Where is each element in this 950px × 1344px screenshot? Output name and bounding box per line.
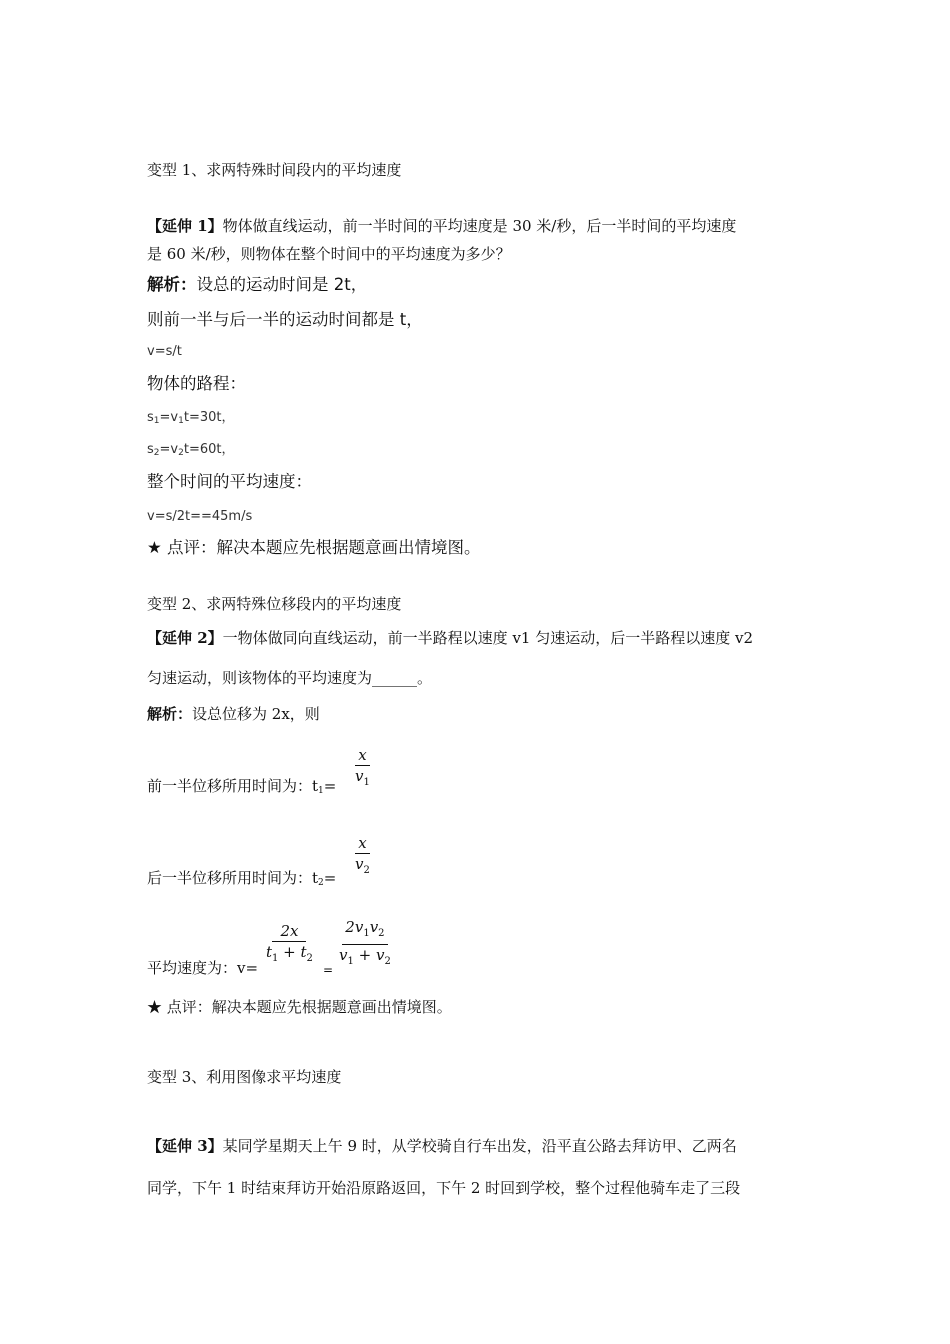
extension-1-path-label: 物体的路程： [147, 374, 246, 393]
extension-1-s2-formula: $s_2=v_2t=60t$， [147, 442, 235, 458]
equals-sign: = [323, 963, 334, 977]
extension-2-question-line-2: 匀速运动，则该物体的平均速度为______。 [147, 669, 433, 687]
extension-1-q1: 物体做直线运动，前一半时间的平均速度是 30 米/秒，后一半时间的平均速度 [222, 217, 737, 235]
extension-1-average-label: 整个时间的平均速度： [147, 472, 312, 491]
extension-1-s1-formula: $s_1=v_1t=30t$， [147, 410, 235, 426]
extension-1-question-line-1 [147, 216, 736, 236]
fraction-2v1v2-over-v1-v2: $\frac{2v_1v_2}{v_1 + v_2}$ [339, 918, 391, 967]
extension-3-q1: 某同学星期天上午 9 时，从学校骑自行车出发，沿平直公路去拜访甲、乙两名 [222, 1137, 737, 1155]
solution-label: 解析： [147, 275, 197, 294]
variation-2-heading: 变型 2、求两特殊位移段内的平均速度 [147, 595, 402, 613]
extension-3-label: 【延伸 3】 [147, 1137, 223, 1155]
extension-1-average-formula: v=s/2t==45m/s [147, 509, 253, 524]
extension-3-question-line-1 [147, 1136, 737, 1156]
variation-3-heading: 变型 3、利用图像求平均速度 [147, 1068, 342, 1086]
solution-label-2: 解析： [147, 705, 193, 723]
t2-line: 后一半位移所用时间为：$t_2=$ [147, 869, 337, 888]
extension-1-solution-line-1 [147, 275, 367, 295]
fraction-2x-over-t1-t2: $\frac{2x}{t_1 + t_2}$ [266, 922, 313, 964]
average-speed-line: 平均速度为：v= [147, 959, 259, 977]
extension-2-question-line-1 [147, 628, 753, 648]
extension-2-solution-line-1 [147, 704, 320, 724]
extension-2-comment: ★ 点评：解决本题应先根据题意画出情境图。 [147, 998, 452, 1016]
extension-1-question-line-2: 是 60 米/秒，则物体在整个时间中的平均速度为多少？ [147, 245, 511, 263]
fraction-x-over-v1: $\frac{x}{v_1}$ [355, 746, 370, 788]
extension-1-formula-v: v=s/t [147, 344, 182, 359]
variation-1-heading: 变型 1、求两特殊时间段内的平均速度 [147, 161, 402, 179]
extension-1-label: 【延伸 1】 [147, 217, 223, 235]
fraction-x-over-v2: $\frac{x}{v_2}$ [355, 834, 370, 876]
extension-3-question-line-2: 同学，下午 1 时结束拜访开始沿原路返回，下午 2 时回到学校，整个过程他骑车走了三段 [147, 1179, 741, 1197]
t1-line: 前一半位移所用时间为：$t_1=$ [147, 777, 337, 796]
solution-text-1: 设总的运动时间是 2t， [196, 275, 368, 294]
extension-1-comment: ★ 点评：解决本题应先根据题意画出情境图。 [147, 538, 481, 557]
extension-2-q1: 一物体做同向直线运动，前一半路程以速度 v1 匀速运动，后一半路程以速度 v2 [222, 629, 754, 647]
solution-text-2: 设总位移为 2x，则 [192, 705, 320, 723]
extension-2-label: 【延伸 2】 [147, 629, 223, 647]
extension-1-solution-line-2: 则前一半与后一半的运动时间都是 t， [147, 310, 423, 329]
